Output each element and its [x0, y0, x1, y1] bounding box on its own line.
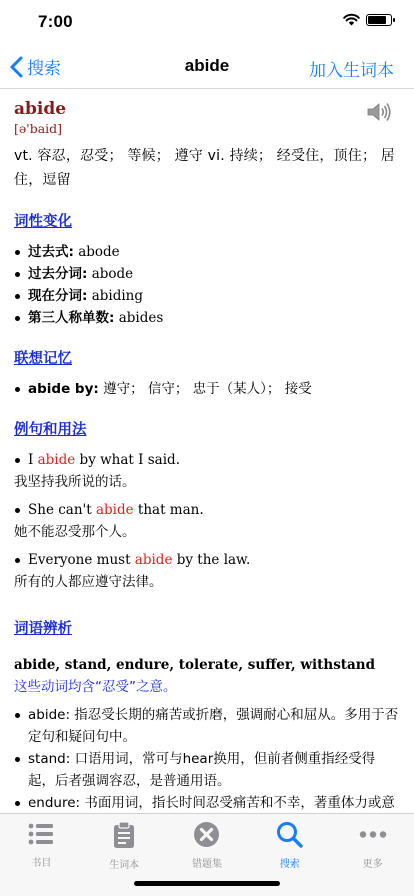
inflection-label: 过去分词:	[28, 266, 88, 282]
example-english	[14, 449, 400, 471]
example-after: that man.	[133, 502, 204, 518]
word-detail	[0, 89, 414, 813]
example-after: by what I said.	[75, 452, 180, 468]
example-item	[14, 549, 400, 593]
tab-label: 更多	[362, 859, 383, 870]
clipboard-icon	[112, 821, 136, 853]
battery-level	[368, 16, 386, 24]
tab-label: 搜索	[279, 859, 300, 870]
section-synonyms[interactable]: 词语辨析	[14, 621, 72, 637]
tab-label: 书目	[31, 858, 52, 869]
tab-list[interactable]	[0, 814, 83, 896]
wifi-icon	[343, 14, 360, 26]
home-indicator	[134, 881, 280, 886]
inflection-label: 现在分词:	[28, 288, 88, 304]
example-chinese: 我坚持我所说的话。	[14, 474, 136, 490]
tab-more[interactable]	[331, 814, 414, 896]
example-list	[14, 449, 400, 593]
inflection-label: 第三人称单数:	[28, 310, 115, 326]
inflection-item	[14, 263, 400, 285]
search-icon	[276, 821, 303, 852]
example-after: by the law.	[172, 552, 251, 568]
inflection-item	[14, 285, 400, 307]
inflection-label: 过去式:	[28, 244, 74, 260]
phonetic: [ə'baid]	[14, 121, 63, 136]
status-icons	[343, 14, 392, 26]
association-label: abide by:	[28, 381, 99, 397]
list-icon	[27, 821, 55, 851]
example-english	[14, 499, 400, 521]
inflection-value: abides	[118, 310, 164, 326]
tab-label: 错题集	[191, 859, 222, 870]
example-before: She can't	[28, 502, 96, 518]
section-inflections[interactable]: 词性变化	[14, 214, 72, 230]
association-value: 遵守； 信守； 忠于（某人）； 接受	[103, 381, 312, 397]
example-english	[14, 549, 400, 571]
synonym-item: stand: 口语用词，常可与hear换用，但前者侧重指经受得起，后者强调容忍，是普通用语。	[14, 748, 400, 792]
association-item	[14, 378, 400, 400]
tab-label: 生词本	[109, 860, 140, 871]
page-title: abide	[184, 56, 230, 75]
example-keyword: abide	[95, 502, 134, 518]
example-item	[14, 449, 400, 493]
more-icon	[359, 821, 387, 852]
inflection-value: abode	[91, 266, 134, 282]
inflection-list	[14, 241, 400, 329]
example-before: Everyone must	[28, 552, 135, 568]
example-chinese: 所有的人都应遵守法律。	[14, 574, 163, 590]
back-label: 搜索	[27, 59, 61, 79]
inflection-item	[14, 307, 400, 329]
example-keyword: abide	[37, 452, 76, 468]
example-item	[14, 499, 400, 543]
synonym-subheading: 这些动词均含“忍受”之意。	[14, 679, 177, 695]
add-to-vocab-button[interactable]: 加入生词本	[309, 61, 394, 81]
section-associations[interactable]: 联想记忆	[14, 351, 72, 367]
example-keyword: abide	[134, 552, 173, 568]
section-examples[interactable]: 例句和用法	[14, 422, 87, 438]
navigation-bar	[0, 44, 414, 89]
x-circle-icon	[193, 821, 220, 852]
synonym-item: endure: 书面用词，指长时间忍受痛苦和不幸，著重体力或意	[14, 792, 400, 836]
association-list	[14, 378, 400, 400]
example-chinese: 她不能忍受那个人。	[14, 524, 136, 540]
definition: vt. 容忍，忍受； 等候； 遵守 vi. 持续； 经受住，顶住； 居住，逗留	[14, 148, 395, 188]
inflection-value: abiding	[91, 288, 144, 304]
headword: abide	[14, 99, 67, 119]
synonym-item: abide: 指忍受长期的痛苦或折磨，强调耐心和屈从。多用于否定句和疑问句中。	[14, 704, 400, 748]
speaker-icon[interactable]	[366, 101, 392, 123]
status-time: 7:00	[38, 12, 73, 31]
battery-icon	[366, 14, 392, 26]
inflection-value: abode	[78, 244, 120, 260]
status-bar	[0, 0, 414, 44]
synonym-heading: abide, stand, endure, tolerate, suffer, withstand	[14, 657, 376, 673]
inflection-item	[14, 241, 400, 263]
example-before: I	[28, 452, 38, 468]
